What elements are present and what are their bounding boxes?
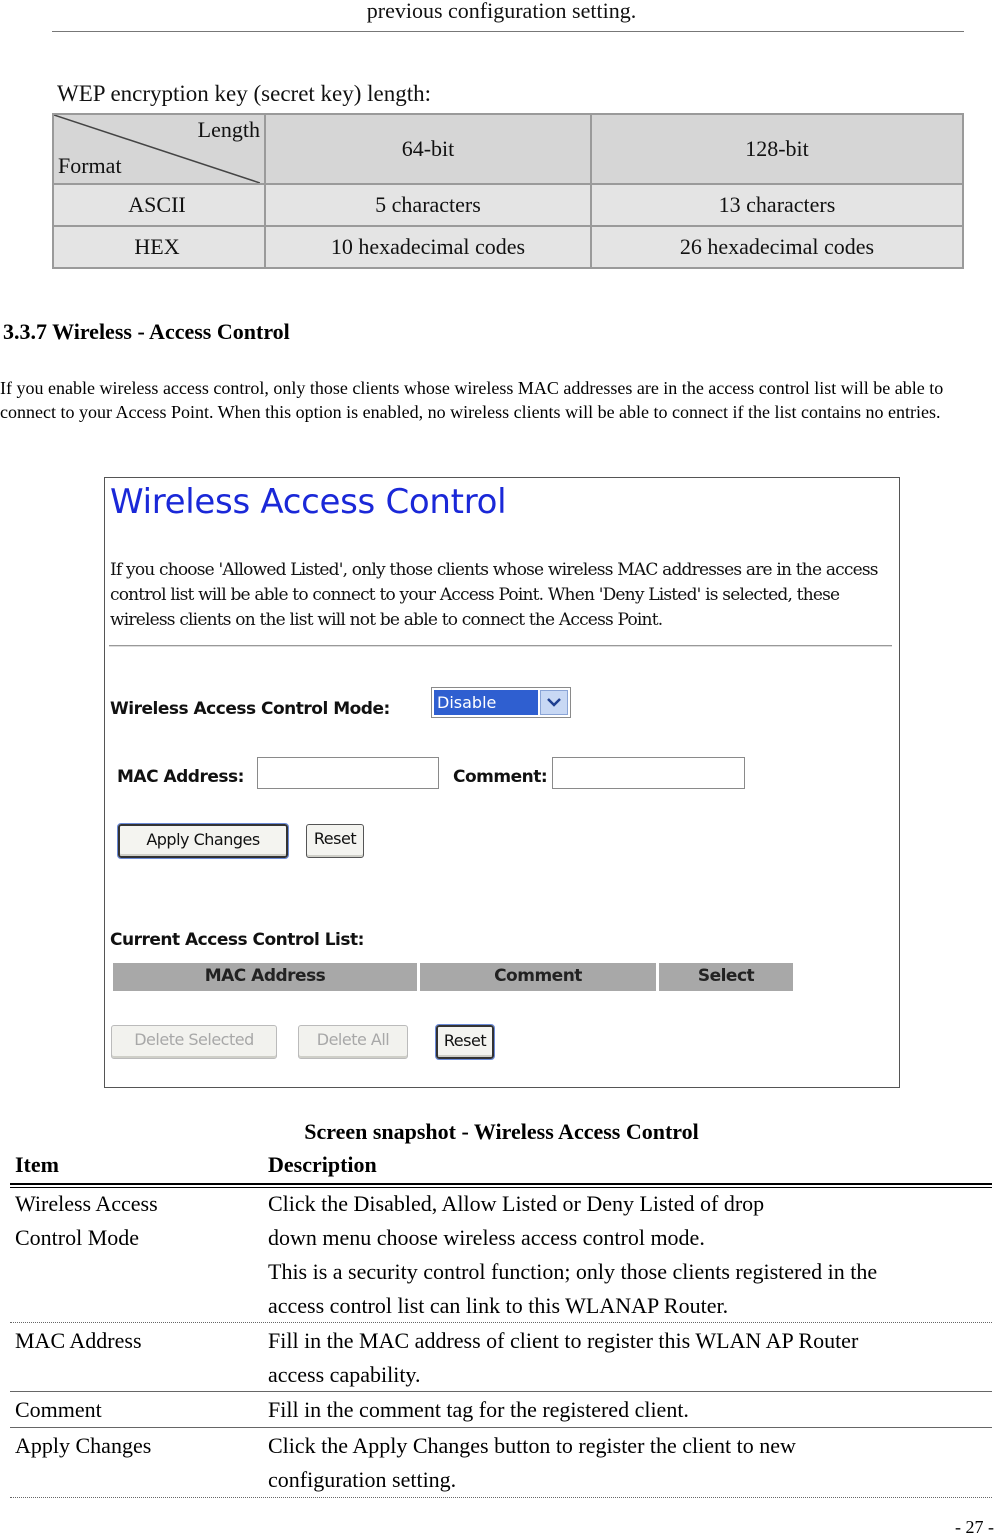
table-row-desc — [268, 1324, 858, 1392]
item-line: Apply Changes — [15, 1433, 152, 1458]
list-header-mac: MAC Address — [113, 963, 417, 991]
wac-divider — [109, 645, 892, 647]
item-line: MAC Address — [15, 1328, 142, 1353]
table-row-desc — [268, 1393, 689, 1427]
wireless-access-control-screenshot — [104, 477, 900, 1088]
apply-changes-button[interactable]: Apply Changes — [118, 824, 288, 858]
table-row-item — [15, 1429, 151, 1463]
delete-selected-button[interactable]: Delete Selected — [111, 1025, 277, 1059]
section-title: 3.3.7 Wireless - Access Control — [3, 319, 290, 344]
wac-description: If you choose 'Allowed Listed', only those clients whose wireless MAC addresses are in the access control list will be able to connect to your Access Point. When 'Deny Listed' is selected, these wireless clients on the list will not be able to connect the Access Point. — [110, 560, 878, 630]
row-separator — [10, 1497, 992, 1498]
desc-line: down menu choose wireless access control mode. — [268, 1225, 705, 1250]
item-line: Control Mode — [15, 1225, 140, 1250]
value-128-cell: 13 characters — [591, 184, 963, 226]
desc-line: Click the Disabled, Allow Listed or Deny Listed of drop — [268, 1191, 765, 1216]
item-line: Comment — [15, 1397, 102, 1422]
corner-length-label: Length — [197, 117, 260, 142]
mac-address-label: MAC Address: — [117, 767, 244, 787]
desc-line: configuration setting. — [268, 1467, 457, 1492]
table-row-desc — [268, 1429, 796, 1497]
delete-all-button[interactable]: Delete All — [298, 1025, 408, 1059]
reset-button[interactable]: Reset — [306, 824, 364, 858]
wep-table-row — [53, 184, 963, 226]
col-128bit-header: 128-bit — [591, 114, 963, 184]
list-header-select: Select — [659, 963, 793, 991]
table-row-desc — [268, 1187, 877, 1323]
previous-page-caption: previous configuration setting. — [366, 0, 637, 23]
section-intro: If you enable wireless access control, only those clients whose wireless MAC addresses are in the access control list will be able to connect to your Access Point. When this option is enabled, no wireless clients will be able to connect if the list contains no entries. — [0, 378, 944, 422]
screenshot-caption: Screen snapshot - Wireless Access Control — [304, 1119, 699, 1144]
comment-input[interactable] — [552, 757, 745, 789]
format-cell: HEX — [53, 226, 265, 268]
mode-select[interactable] — [431, 687, 571, 718]
comment-label: Comment: — [453, 767, 548, 787]
description-column-header: Description — [268, 1152, 377, 1177]
format-cell: ASCII — [53, 184, 265, 226]
wac-page-title: Wireless Access Control — [110, 482, 507, 522]
chevron-down-icon[interactable] — [540, 690, 568, 715]
access-list-label: Current Access Control List: — [110, 930, 364, 950]
access-list-header — [113, 963, 793, 991]
table-row-item — [15, 1187, 158, 1255]
table-row-item — [15, 1324, 142, 1358]
wep-table-row — [53, 226, 963, 268]
mode-label: Wireless Access Control Mode: — [110, 699, 390, 719]
col-64bit-header: 64-bit — [265, 114, 591, 184]
row-separator — [10, 1322, 992, 1323]
value-128-cell: 26 hexadecimal codes — [591, 226, 963, 268]
table-header-rule — [10, 1183, 992, 1185]
mode-select-value: Disable — [434, 690, 538, 715]
corner-format-label: Format — [58, 153, 122, 178]
mac-address-input[interactable] — [257, 757, 439, 789]
value-64-cell: 5 characters — [265, 184, 591, 226]
desc-line: Fill in the comment tag for the registered client. — [268, 1397, 689, 1422]
table-row-item — [15, 1393, 102, 1427]
wep-table-corner-cell — [53, 114, 265, 184]
row-separator — [10, 1391, 992, 1392]
row-separator — [10, 1427, 992, 1428]
page-number: - 27 - — [955, 1517, 994, 1537]
list-header-comment: Comment — [420, 963, 656, 991]
wep-table-header-row — [53, 114, 963, 184]
wep-key-length-table — [52, 113, 964, 269]
desc-line: This is a security control function; only those clients registered in the — [268, 1259, 878, 1284]
item-line: Wireless Access — [15, 1191, 158, 1216]
desc-line: access control list can link to this WLANAP Router. — [268, 1293, 729, 1318]
desc-line: Click the Apply Changes button to register the client to new — [268, 1433, 796, 1458]
desc-line: Fill in the MAC address of client to register this WLAN AP Router — [268, 1328, 859, 1353]
value-64-cell: 10 hexadecimal codes — [265, 226, 591, 268]
item-column-header: Item — [15, 1152, 59, 1177]
desc-line: access capability. — [268, 1362, 421, 1387]
top-divider — [52, 31, 964, 32]
wep-key-length-heading: WEP encryption key (secret key) length: — [57, 81, 432, 106]
reset-list-button[interactable]: Reset — [436, 1025, 494, 1059]
